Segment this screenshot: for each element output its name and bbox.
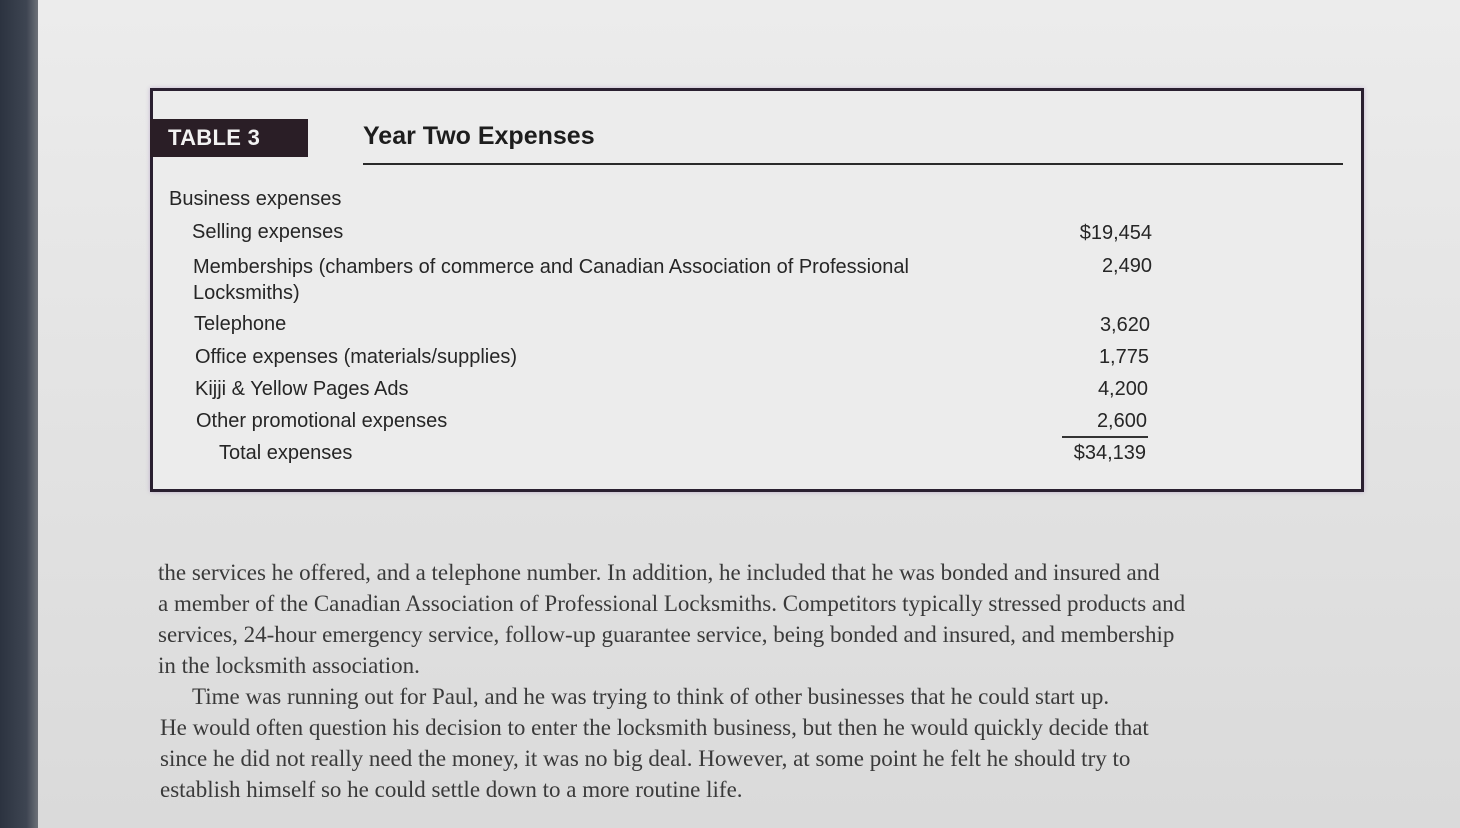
table-label: TABLE 3: [150, 119, 308, 157]
row-label-telephone: Telephone: [194, 313, 287, 335]
title-divider: [363, 163, 1343, 165]
row-value-selling: $19,454: [1079, 222, 1152, 244]
row-label-office: Office expenses (materials/supplies): [195, 346, 517, 368]
row-label-total: Total expenses: [219, 442, 353, 464]
row-value-memberships: 2,490: [1101, 255, 1152, 277]
row-label-memberships: Memberships (chambers of commerce and Canadian Association of Professional: [193, 256, 909, 278]
row-value-telephone: 3,620: [1099, 314, 1150, 336]
row-value-total: $34,139: [1073, 442, 1146, 464]
row-label-promo: Other promotional expenses: [196, 410, 448, 432]
sum-rule: [1062, 436, 1148, 438]
row-label-ads: Kijji & Yellow Pages Ads: [195, 378, 409, 400]
text-line: the services he offered, and a telephone number. In addition, he included that he was bonded and insured and: [158, 560, 1160, 585]
text-line: a member of the Canadian Association of Professional Locksmiths. Competitors typically stressed products and: [158, 591, 1186, 616]
row-value-ads: 4,200: [1097, 378, 1148, 400]
text-line: since he did not really need the money, it was no big deal. However, at some point he felt he should try to: [160, 746, 1131, 771]
paragraph-1: [158, 557, 1358, 681]
row-label-memberships-cont: Locksmiths): [193, 282, 300, 304]
background-edge: [0, 0, 38, 828]
text-line: Time was running out for Paul, and he was trying to think of other businesses that he could start up.: [192, 684, 1110, 709]
section-heading: Business expenses: [169, 188, 342, 210]
paragraph-2: [160, 681, 1360, 805]
row-value-promo: 2,600: [1096, 410, 1147, 432]
row-label-selling: Selling expenses: [192, 221, 344, 243]
row-value-office: 1,775: [1098, 346, 1149, 368]
text-line: services, 24-hour emergency service, follow-up guarantee service, being bonded and insured, and membership: [158, 622, 1175, 647]
text-line: establish himself so he could settle down to a more routine life.: [160, 777, 743, 802]
text-line: in the locksmith association.: [158, 653, 420, 678]
table-title: Year Two Expenses: [363, 122, 595, 150]
text-line: He would often question his decision to enter the locksmith business, but then he would quickly decide that: [160, 715, 1149, 740]
